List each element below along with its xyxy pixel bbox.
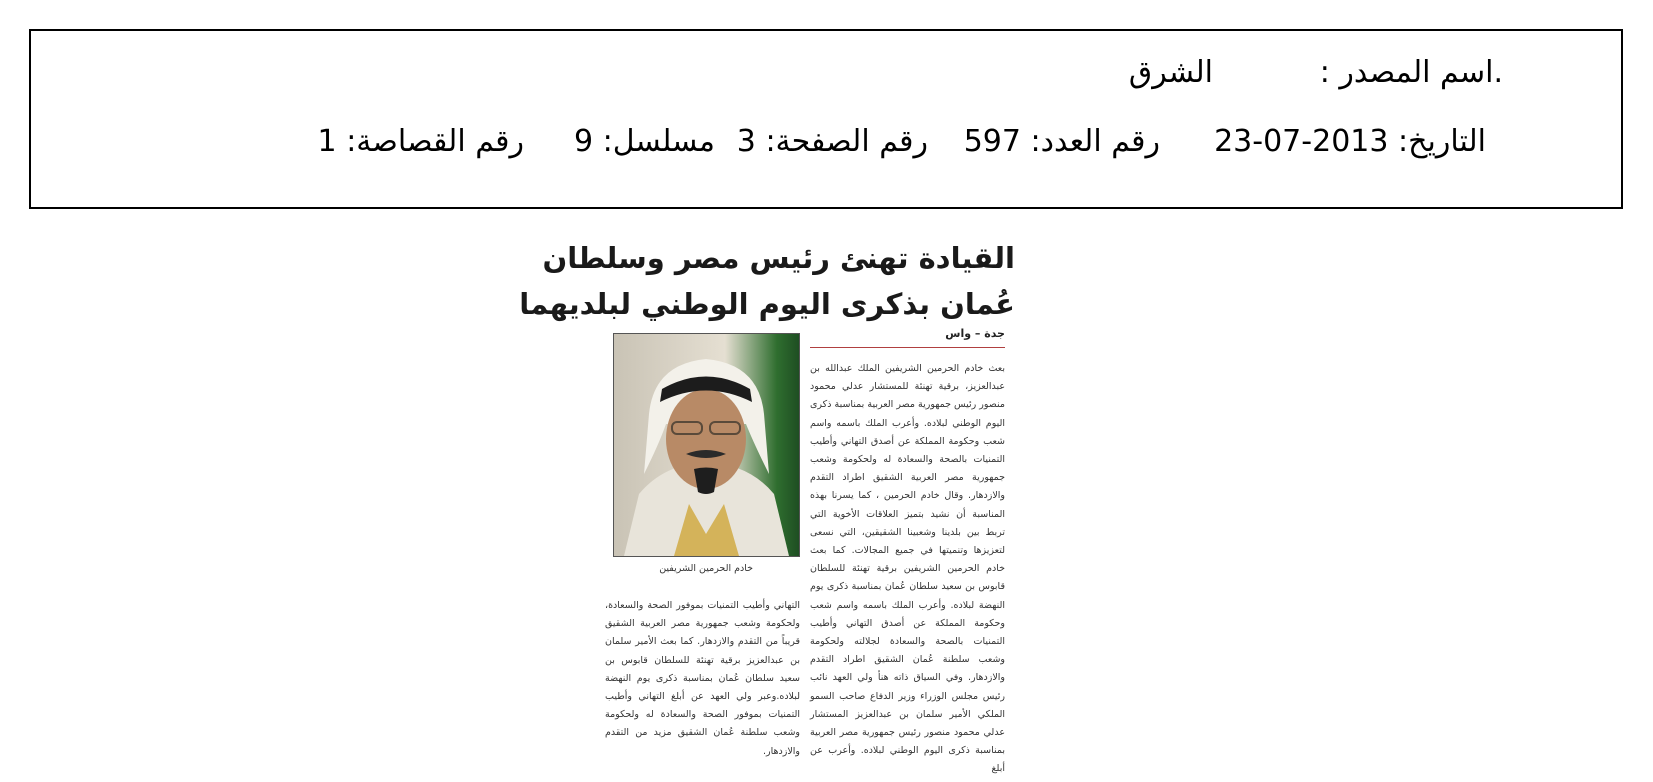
clip-label: رقم القصاصة: [346, 124, 524, 159]
issue-value: 597 [963, 124, 1021, 159]
serial-field [574, 124, 715, 159]
portrait-photo [613, 333, 800, 557]
article-column-right: بعث خادم الحرمين الشريفين الملك عبدالله بن عبدالعزيز، برقية تهنئة للمستشار عدلي محمود منصور رئيس جمهورية مصر العربية بمناسبة ذكرى اليوم الوطني لبلاده. وأعرب الملك باسمه واسم شعب وحكومة المملكة عن أصدق التهاني وأطيب التمنيات بالصحة والسعادة له ولحكومة وشعب جمهورية مصر العربية الشقيق اطراد التقدم والازدهار. وقال خادم الحرمين ، كما يسرنا بهذه المناسبة أن نشيد بتميز العلاقات الأخوية التي تربط بين بلدينا وشعبينا الشقيقين، التي نسعى لتعزيزها وتنميتها في جميع المجالات. كما بعث خادم الحرمين الشريفين برقية تهنئة للسلطان قابوس بن سعيد سلطان عُمان بمناسبة ذكرى يوم النهضة لبلاده. وأعرب الملك باسمه واسم شعب وحكومة المملكة عن أصدق التهاني وأطيب التمنيات بالصحة والسعادة لجلالته ولحكومة وشعب سلطنة عُمان الشقيق اطراد التقدم والازدهار. وفي السياق ذاته هنأ ولي العهد نائب رئيس مجلس الوزراء وزير الدفاع صاحب السمو الملكي الأمير سلمان بن عبدالعزيز المستشار عدلي محمود منصور رئيس جمهورية مصر العربية بمناسبة ذكرى اليوم الوطني لبلاده. وأعرب عن أبلغ [810, 363, 1005, 775]
source-value: الشرق [1128, 55, 1213, 90]
page-label: رقم الصفحة: [765, 124, 928, 159]
date-field [1214, 124, 1486, 159]
article-column-left: التهاني وأطيب التمنيات بموفور الصحة والسعادة، ولحكومة وشعب جمهورية مصر العربية الشقيق قريباً من التقدم والازدهار. كما بعث الأمير سلمان بن عبدالعزيز برقية تهنئة للسلطان قابوس بن سعيد سلطان عُمان بمناسبة ذكرى يوم النهضة لبلاده.وعبر ولي العهد عن أبلغ التهاني وأطيب التمنيات بموفور الصحة والسعادة له ولحكومة وشعب سلطنة عُمان الشقيق مزيد من التقدم والازدهار. [605, 600, 800, 757]
portrait-illustration [614, 334, 799, 556]
byline: جدة – واس [945, 327, 1005, 340]
byline-divider [810, 347, 1005, 348]
headline-line-2: عُمان بذكرى اليوم الوطني لبلديهما [519, 287, 1015, 321]
clip-value: 1 [317, 124, 337, 159]
photo-caption: خادم الحرمين الشريفين [659, 563, 753, 574]
issue-field [964, 124, 1160, 159]
source-label: .اسم المصدر : [1319, 55, 1503, 90]
date-label: التاريخ: [1398, 124, 1486, 159]
issue-label: رقم العدد: [1030, 124, 1160, 159]
page-field [737, 124, 928, 159]
clip-field [318, 124, 524, 159]
serial-label: مسلسل: [602, 124, 715, 159]
newspaper-clipping [519, 235, 1015, 775]
page-value: 3 [736, 124, 756, 159]
date-value: 2013-07-23 [1214, 124, 1389, 159]
serial-value: 9 [574, 124, 594, 159]
headline-line-1: القيادة تهنئ رئيس مصر وسلطان [542, 241, 1015, 275]
headline [519, 235, 1015, 327]
metadata-box [29, 29, 1623, 209]
